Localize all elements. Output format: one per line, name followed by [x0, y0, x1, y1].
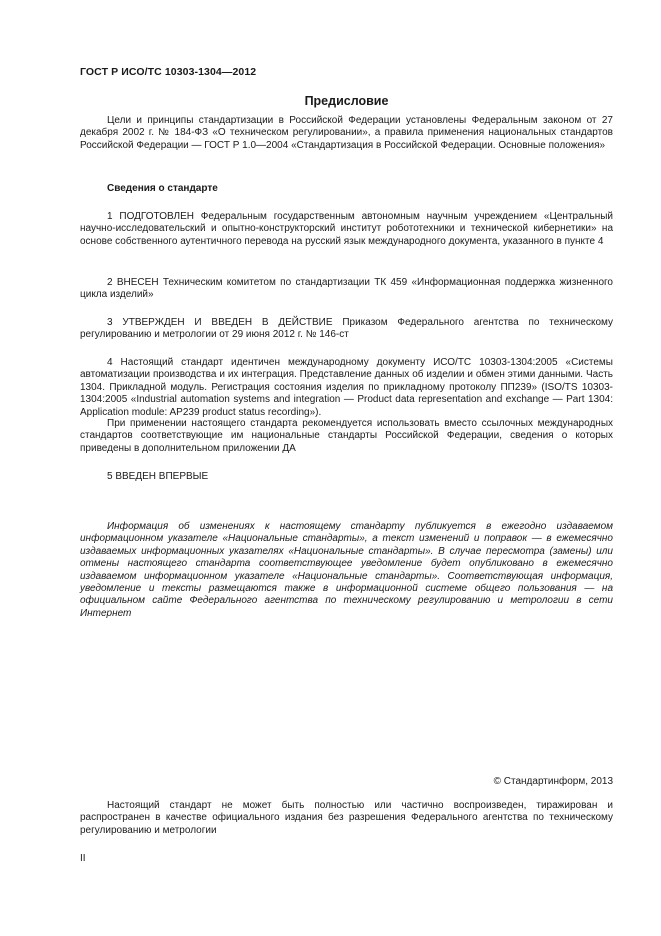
- info-item-4-note: При применении настоящего стандарта рекомендуется использовать вместо ссылочных международных стандартов соответствующие им национальные стандарты Российской Федерации, сведения о которых приведены в дополнительном приложении ДА: [80, 418, 613, 454]
- info-item-1: 1 ПОДГОТОВЛЕН Федеральным государственным автономным научным учреждением «Центральный научно-исследовательский и опытно-конструкторский институт робототехники и технической кибернетики» на основе собственного аутентичного перевода на русский язык международного документа, указанного в пункте 4: [80, 211, 613, 247]
- reproduction-notice: Настоящий стандарт не может быть полностью или частично воспроизведен, тиражирован и распространен в качестве официального издания без разрешения Федерального агентства по техническому регулированию и метрологии: [80, 800, 613, 836]
- standard-info-heading: Сведения о стандарте: [107, 183, 218, 194]
- preface-title: Предисловие: [304, 94, 389, 108]
- info-item-4: 4 Настоящий стандарт идентичен международному документу ИСО/ТС 10303-1304:2005 «Системы автоматизации производства и их интеграция. Представление данных об изделии и обмен этими данными. Часть 1304. Прикладной модуль. Регистрация состояния изделия по прикладному протоколу ПП239» (ISO/TS 10303-1304:2005 «Industrial automation systems and integration — Product data representation and exchange — Part 1304: Application module: AP239 product status recording»).: [80, 357, 613, 418]
- page-number: II: [80, 853, 86, 864]
- preface-intro: Цели и принципы стандартизации в Российской Федерации установлены Федеральным законом от 27 декабря 2002 г. № 184-ФЗ «О техническом регулировании», а правила применения национальных стандартов Российской Федерации — ГОСТ Р 1.0—2004 «Стандартизация в Российской Федерации. Основные положения»: [80, 115, 613, 151]
- amendments-notice: Информация об изменениях к настоящему стандарту публикуется в ежегодно издаваемом информационном указателе «Национальные стандарты», а текст изменений и поправок — в ежемесячно издаваемых информационных указателях «Национальные стандарты». В случае пересмотра (замены) или отмены настоящего стандарта соответствующее уведомление будет опубликовано в ежемесячно издаваемом информационном указателе «Национальные стандарты». Соответствующая информация, уведомление и тексты размещаются также в информационной системе общего пользования — на официальном сайте Федерального агентства по техническому регулированию и метрологии в сети Интернет: [80, 521, 613, 619]
- info-item-3: 3 УТВЕРЖДЕН И ВВЕДЕН В ДЕЙСТВИЕ Приказом Федерального агентства по техническому регулированию и метрологии от 29 июня 2012 г. № 146-ст: [80, 317, 613, 341]
- running-header: ГОСТ Р ИСО/ТС 10303-1304—2012: [80, 66, 257, 78]
- info-item-5: 5 ВВЕДЕН ВПЕРВЫЕ: [107, 471, 209, 482]
- copyright-line: © Стандартинформ, 2013: [493, 776, 613, 787]
- info-item-2: 2 ВНЕСЕН Техническим комитетом по стандартизации ТК 459 «Информационная поддержка жизненного цикла изделий»: [80, 277, 613, 301]
- document-page: [80, 0, 613, 936]
